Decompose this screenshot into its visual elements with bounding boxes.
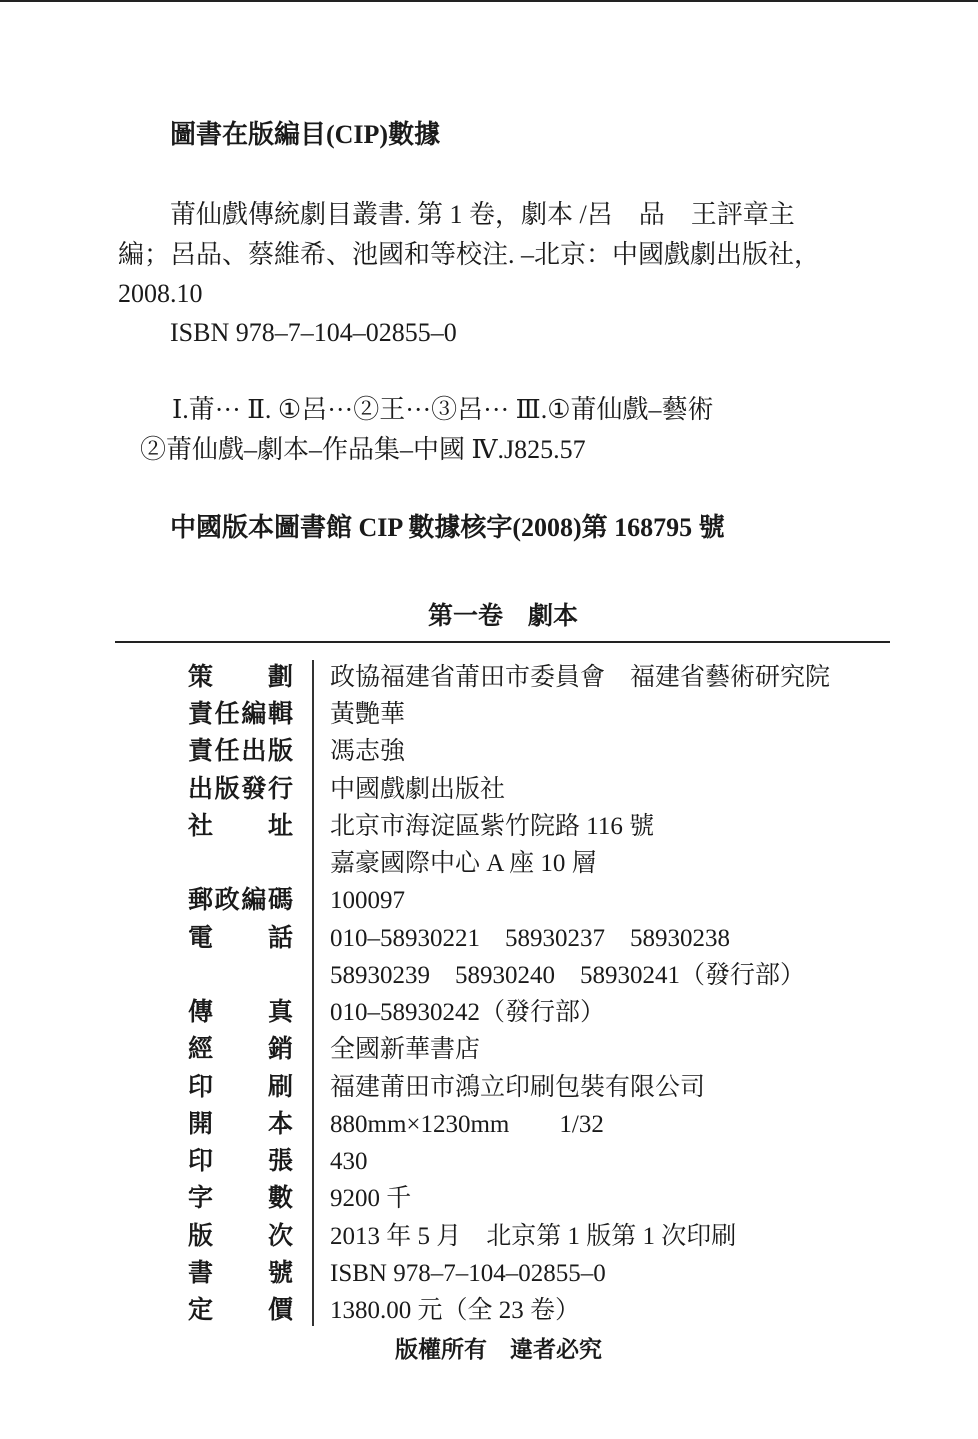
colophon-row xyxy=(0,1143,978,1180)
colophon-label xyxy=(188,957,293,994)
horizontal-rule xyxy=(115,641,890,643)
colophon-row xyxy=(0,808,978,845)
colophon-row xyxy=(0,845,978,882)
colophon-label: 責任編輯 xyxy=(188,701,293,729)
colophon-value: ISBN 978–7–104–02855–0 xyxy=(330,1259,606,1287)
cip-line: 莆仙戲傳統劇目叢書. 第 1 卷，劇本 /呂 品 王評章主 xyxy=(170,200,795,229)
colophon-label: 責任出版 xyxy=(188,738,293,766)
colophon-row xyxy=(0,771,978,808)
colophon-label: 版 次 xyxy=(188,1222,293,1250)
colophon-row xyxy=(0,1069,978,1106)
colophon-label: 傳 真 xyxy=(188,999,293,1027)
colophon-value: 58930239 58930240 58930241（發行部） xyxy=(330,961,806,989)
colophon-value: 2013 年 5 月 北京第 1 版第 1 次印刷 xyxy=(330,1222,737,1250)
cip-line: 編；呂品、蔡維希、池國和等校注. –北京：中國戲劇出版社， xyxy=(118,240,821,269)
colophon-value: 430 xyxy=(330,1148,368,1176)
colophon-value: 馮志強 xyxy=(330,738,406,766)
colophon-label: 定 價 xyxy=(188,1296,293,1324)
cip-classification-line: ②莆仙戲–劇本–作品集–中國 Ⅳ.J825.57 xyxy=(140,435,586,464)
volume-title: 第一卷 劇本 xyxy=(428,603,579,630)
cip-line: 2008.10 xyxy=(118,279,203,308)
colophon-value: 100097 xyxy=(330,887,405,915)
colophon-label: 社 址 xyxy=(188,812,293,840)
colophon-label xyxy=(188,845,293,882)
colophon-value: 880mm×1230mm 1/32 xyxy=(330,1110,604,1138)
cip-isbn-line: ISBN 978–7–104–02855–0 xyxy=(170,318,457,347)
colophon-row xyxy=(0,1255,978,1292)
page-top-edge xyxy=(0,0,978,2)
cip-verification: 中國版本圖書館 CIP 數據核字(2008)第 168795 號 xyxy=(170,513,725,542)
colophon-row xyxy=(0,994,978,1031)
colophon-row xyxy=(0,1218,978,1255)
copyright-notice: 版權所有 違者必究 xyxy=(395,1337,602,1362)
colophon-label: 電 話 xyxy=(188,924,293,952)
colophon-label: 印 張 xyxy=(188,1148,293,1176)
colophon-row xyxy=(0,920,978,957)
colophon-value: 010–58930242（發行部） xyxy=(330,999,606,1027)
colophon-row xyxy=(0,1031,978,1068)
colophon-value: 北京市海淀區紫竹院路 116 號 xyxy=(330,812,655,840)
colophon-value: 嘉豪國際中心 A 座 10 層 xyxy=(330,850,597,878)
colophon-row xyxy=(0,696,978,733)
colophon-row xyxy=(0,1180,978,1217)
colophon-row xyxy=(0,1106,978,1143)
colophon-label: 字 數 xyxy=(188,1185,293,1213)
colophon-row xyxy=(0,957,978,994)
colophon-label: 書 號 xyxy=(188,1259,293,1287)
colophon-label: 出版發行 xyxy=(188,775,293,803)
colophon-row xyxy=(0,733,978,770)
colophon-label: 經 銷 xyxy=(188,1036,293,1064)
colophon-value: 全國新華書店 xyxy=(330,1036,481,1064)
colophon-row xyxy=(0,659,978,696)
colophon-label: 開 本 xyxy=(188,1110,293,1138)
cip-classification-line: Ⅰ.莆··· Ⅱ. ①呂···②王···③呂··· Ⅲ.①莆仙戲–藝術 xyxy=(172,395,714,424)
colophon-value: 010–58930221 58930237 58930238 xyxy=(330,924,731,952)
colophon-label: 印 刷 xyxy=(188,1073,293,1101)
colophon-value: 福建莆田市鴻立印刷包裝有限公司 xyxy=(330,1073,706,1101)
colophon-row xyxy=(0,882,978,919)
colophon-row xyxy=(0,1292,978,1329)
cip-heading: 圖書在版編目(CIP)數據 xyxy=(170,120,441,149)
colophon-label: 郵政編碼 xyxy=(188,887,293,915)
colophon-value: 政協福建省莆田市委員會 福建省藝術研究院 xyxy=(330,664,831,691)
colophon-table xyxy=(0,659,978,1329)
colophon-value: 9200 千 xyxy=(330,1185,412,1213)
colophon-value: 中國戲劇出版社 xyxy=(330,775,506,803)
colophon-label: 策 劃 xyxy=(188,664,293,691)
colophon-value: 黃艷華 xyxy=(330,701,406,729)
colophon-value: 1380.00 元（全 23 卷） xyxy=(330,1296,581,1324)
